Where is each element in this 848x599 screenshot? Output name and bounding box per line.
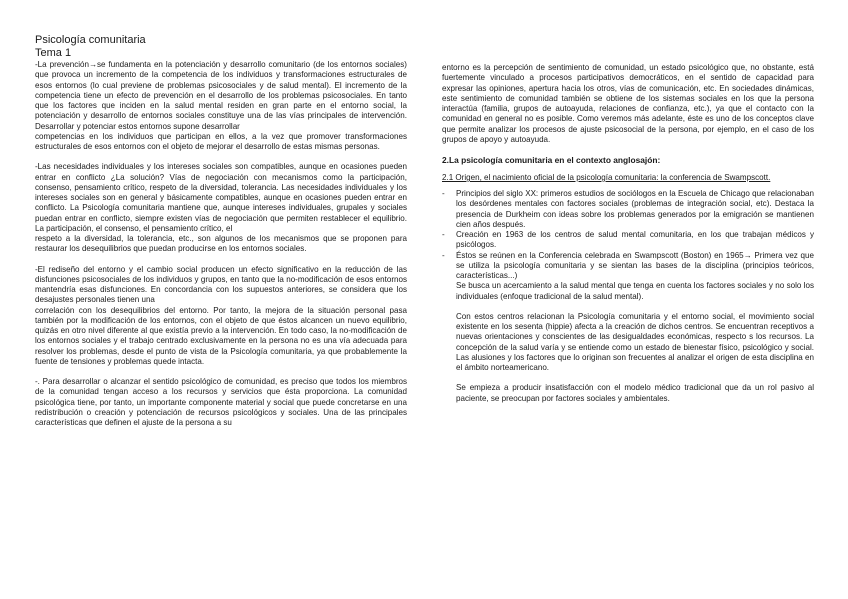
bullet-dash: - <box>442 189 445 198</box>
left-column <box>35 34 407 428</box>
paragraph-needs-cont: respeto a la diversidad, la tolerancia, etc., son algunos de los mecanismos que se proponen para restaurar los desequilibrios que puedan producirse en los entornos sociales. <box>35 234 407 254</box>
list-item <box>442 230 814 251</box>
paragraph-community-sense: -. Para desarrollar o alcanzar el sentido psicológico de comunidad, es preciso que todos los miembros de la comunidad tengan acceso a los recursos y servicios que ésta proporciona. La comunidad psicológica tiene, por tanto, un importante componente material y social que puede concretarse en una redistribución o creación y potenciación de recursos psicológicos y sociales. Una de las principales características que definen el ajuste de la persona a su <box>35 377 407 427</box>
list-item-text: Éstos se reúnen en la Conferencia celebrada en Swampscott (Boston) en 1965→ Primera vez que se utiliza la psicología comunitaria y se sientan las bases de la disciplina (principios teóricos, características...) <box>456 250 814 280</box>
section-subheading: 2.1 Origen, el nacimiento oficial de la psicología comunitaria: la conferencia de Swampscott. <box>442 173 771 182</box>
bullet-dash: - <box>442 250 445 260</box>
list-item-continuation: Se busca un acercamiento a la salud mental que tenga en cuenta los factores sociales y no solo los individuales (enfoque tradicional de la salud mental). <box>456 281 814 301</box>
paragraph-prevention: -La prevención→se fundamenta en la potenciación y desarrollo comunitario (de los entornos sociales) que provoca un incremento de la competencia de los individuos y transformaciones estructurales de esos entornos (lo cual previene de problemas psicosociales y de salud mental). El incremento de la competencia tiene un efecto de prevención en el desarrollo de los problemas psicosociales. En tanto que los factores que inciden en la salud mental residen en gran parte en el entorno social, la potenciación y desarrollo de entornos sociales constituye una de las vías principales de intervención. Desarrollar y potenciar estos entornos supone desarrollar <box>35 60 407 131</box>
list-item-text: Principios del siglo XX: primeros estudios de sociólogos en la Escuela de Chicago que relacionaban los desórdenes mentales con factores sociales (problemas de integración social, etc). Destaca la presencia de Durkheim con ideas sobre los problemas generados por la emigración se mantienen cien años después. <box>456 189 814 229</box>
list-item <box>442 251 814 282</box>
paragraph-centers: Con estos centros relacionan la Psicología comunitaria y el entorno social, el movimiento social existente en los sesenta (hippie) afecta a la creación de dichos centros. Se encuentran receptivos a nuevas orientaciones y conscientes de las desigualdades económicas, respecto s los recursos. La concepción de la salud varía y se entiende como un estado de bienestar físico, psicológico y social. Las alusiones y los factores que lo originan son frecuentes al analizar el origen de esta disciplina en el ámbito norteamericano. <box>456 311 814 372</box>
paragraph-needs: -Las necesidades individuales y los intereses sociales son compatibles, aunque en ocasiones pueden entrar en conflicto ¿La solución? Vías de negociación con mecanismos como la participación, consenso, pensamiento crítico, respeto de la diversidad, tolerancia. Las necesidades individuales y los intereses sociales son en general y básicamente compatibles, aunque en ocasiones pueden entrar en conflicto. La Psicología comunitaria mantiene que, aunque intereses individuales, grupales y sociales puedan entrar en conflicto, siempre existen vías de negociación que permiten restablecer el equilibrio. La participación, el consenso, el pensamiento crítico, el <box>35 162 407 233</box>
paragraph-redesign: -El rediseño del entorno y el cambio social producen un efecto significativo en la reducción de las disfunciones psicosociales de los individuos y grupos, en tanto que la no-modificación de esos entornos mantendría esas disfunciones. En concordancia con los supuestos anteriores, se considera que los desajustes personales tienen una <box>35 264 407 305</box>
document-title: Psicología comunitaria <box>35 34 146 46</box>
paragraph-dissatisfaction: Se empieza a producir insatisfacción con el modelo médico tradicional que da un rol pasivo al paciente, se preocupan por factores sociales y ambientales. <box>456 383 814 403</box>
list-item-text: Creación en 1963 de los centros de salud mental comunitaria, en los que trabajan médicos y psicólogos. <box>456 230 814 250</box>
paragraph-redesign-cont: correlación con los desequilibrios del entorno. Por tanto, la mejora de la situación personal pasa también por la modificación de los entornos, con el objeto de que éstos alcancen un nuevo equilibrio, quizás en otro nivel diferente al que existía previo a la intervención. En todo caso, la no-modificación de los entornos sociales y el trabajo centrado exclusivamente en la persona no es una vía adecuada para resolver los problemas, desde el punto de vista de la Psicología comunitaria, ya que probablemente la fuente de tensiones y problemas quede intacta. <box>35 305 407 366</box>
section-heading: 2.La psicología comunitaria en el contexto anglosajón: <box>442 155 661 165</box>
document-subtitle: Tema 1 <box>35 47 72 59</box>
paragraph-prevention-cont: competencias en los individuos que participan en ellos, a la vez que promover transformaciones estructurales de esos entornos con el objeto de mejorar el desarrollo de estas mismas personas. <box>35 131 407 151</box>
paragraph-community-perception: entorno es la percepción de sentimiento de comunidad, un estado psicológico que, no obstante, está fuertemente vinculado a procesos participativos democráticos, en el sentido de capacidad para expresar las opiniones, apertura hacia los otros, vías de comunicación, etc. En sociedades dinámicas, este sentimiento de comunidad también se obtiene de los sistemas sociales en los que la persona interactúa (familia, grupos de autoayuda, relaciones de confianza, etc.), ya que el contacto con la comunidad en general no es posible. Como veremos más adelante, éste es uno de los conceptos clave que permite analizar los procesos de ajuste psicosocial de la persona, por ejemplo, en el caso de los grupos de apoyo y autoayuda. <box>442 63 814 144</box>
list-item <box>442 189 814 230</box>
right-column <box>442 63 814 404</box>
bullet-dash: - <box>442 230 445 239</box>
